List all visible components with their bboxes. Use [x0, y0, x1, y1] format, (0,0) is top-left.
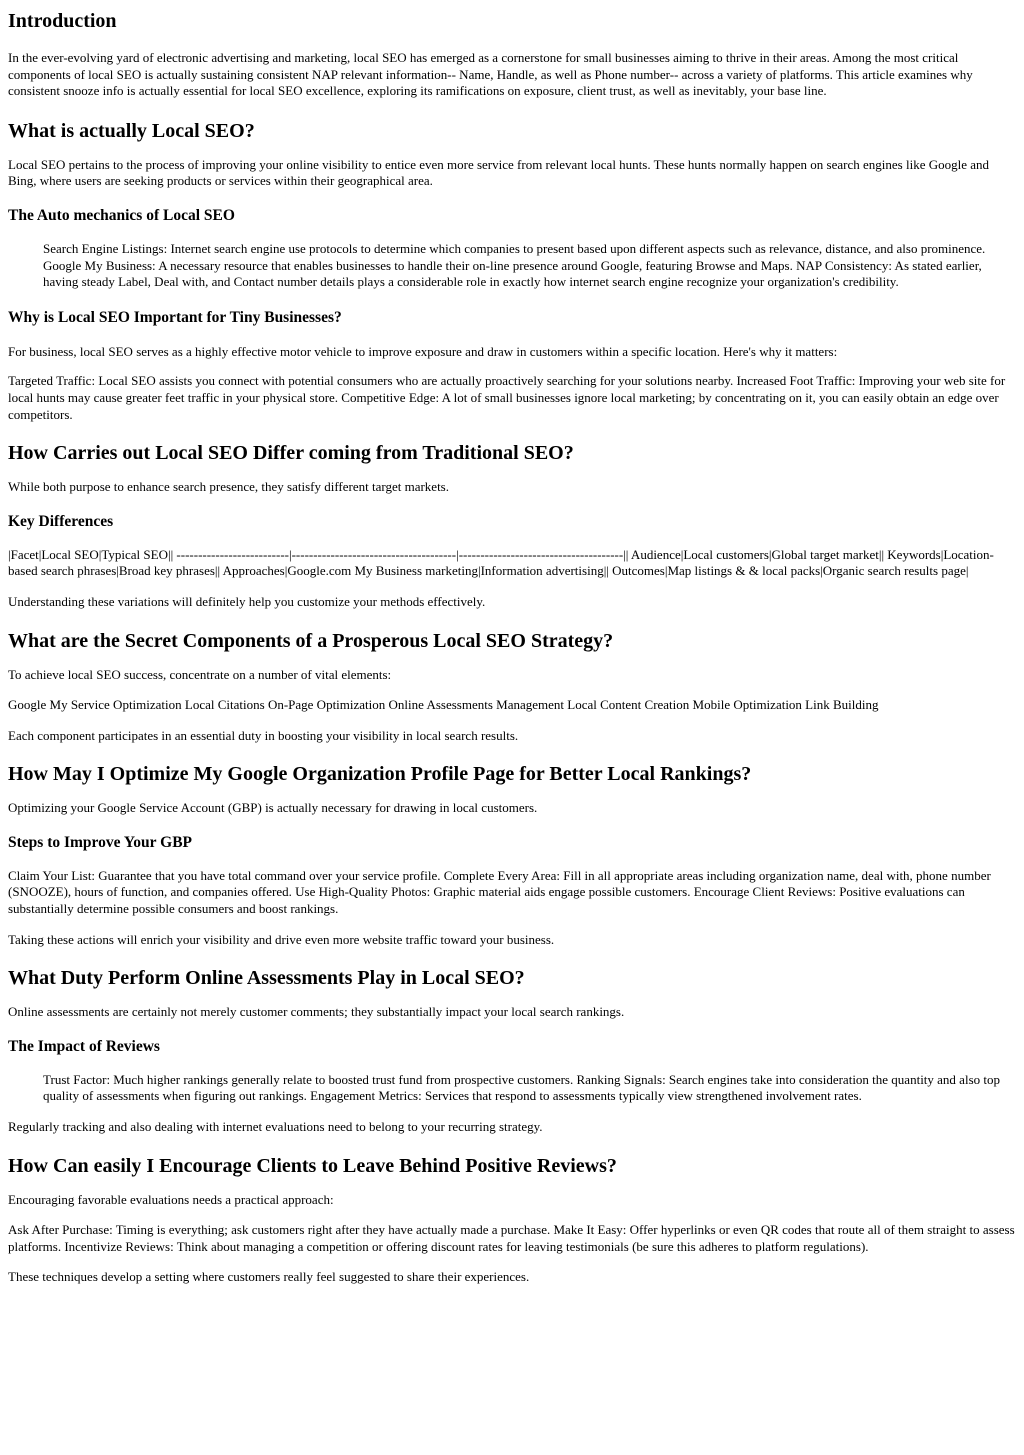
why-important-paragraph: For business, local SEO serves as a highly effective motor vehicle to improve exposure and draw in customers within a specific location. Here's why it matters:: [8, 343, 838, 359]
steps-gbp-summary: Taking these actions will enrich your visibility and drive even more website traffic toward your business.: [8, 931, 555, 947]
subheading-mechanics: The Auto mechanics of Local SEO: [8, 206, 235, 224]
section-heading-what-is-local-seo: What is actually Local SEO?: [8, 119, 255, 142]
steps-gbp-paragraph: Claim Your List: Guarantee that you have total command over your service profile. Complete Every Area: Fill in all appropriate areas including organization name, deal with, phone number (SNOOZE), hours of function, and companies offered. Use High-Quality Photos: Graphic material aids engage possible customers. Encourage Client Reviews: Positive evaluations can substantially determine possible consumers and boost rankings.: [8, 867, 991, 917]
key-components-summary: Each component participates in an essential duty in boosting your visibility in local search results.: [8, 727, 519, 743]
encourage-reviews-tips: Ask After Purchase: Timing is everything; ask customers right after they have actually made a purchase. Make It Easy: Offer hyperlinks or even QR codes that route all of them straight to assess platforms. Incentivize Reviews: Think about managing a competition or offering discount rates for leaving testimonials (be sure this adheres to platform regulations).: [8, 1222, 1015, 1254]
encourage-reviews-summary: These techniques develop a setting where customers really feel suggested to share their experiences.: [8, 1269, 530, 1285]
impact-reviews-quote: Trust Factor: Much higher rankings generally relate to boosted trust fund from prospective customers. Ranking Signals: Search engines take into consideration the quantity and also top quality of assessments when figuring out rankings. Engagement Metrics: Services that respond to assessments typically view strengthened involvement rates.: [43, 1071, 1000, 1104]
subheading-impact-reviews: The Impact of Reviews: [8, 1037, 160, 1055]
mechanics-quote: Search Engine Listings: Internet search engine use protocols to determine which companies to present based upon different aspects such as relevance, distance, and also prominence. Google My Business: A necessary resource that enables businesses to handle their on-line presence around Google, featuring Browse and Maps. NAP Consistency: As stated earlier, having steady Label, Deal with, and Contact number details plays a considerable role in exactly how internet search engine recognize your organization's credibility.: [43, 240, 986, 290]
article: [0, 9, 1024, 1286]
benefits-paragraph: Targeted Traffic: Local SEO assists you connect with potential consumers who are actually proactively searching for your solutions nearby. Increased Foot Traffic: Improving your web site for local hunts may cause greater feet traffic in your physical store. Competitive Edge: A lot of small businesses ignore local marketing; by concentrating on it, you can easily obtain an edge over competitors.: [8, 373, 1006, 422]
section-heading-encourage-reviews: How Can easily I Encourage Clients to Leave Behind Positive Reviews?: [8, 1154, 617, 1177]
local-seo-paragraph: Local SEO pertains to the process of improving your online visibility to entice even more service from relevant local hunts. These hunts normally happen on search engines like Google and Bing, where users are seeking products or services within their geographical area.: [8, 156, 989, 189]
subheading-why-important: Why is Local SEO Important for Tiny Businesses?: [8, 308, 342, 326]
differences-summary: Understanding these variations will definitely help you customize your methods effectively.: [8, 593, 486, 609]
google-profile-intro: Optimizing your Google Service Account (GBP) is actually necessary for drawing in local customers.: [8, 800, 538, 816]
section-heading-online-reviews: What Duty Perform Online Assessments Play in Local SEO?: [8, 967, 525, 990]
subheading-steps-gbp: Steps to Improve Your GBP: [8, 833, 193, 851]
subheading-key-differences: Key Differences: [8, 512, 114, 530]
encourage-reviews-intro: Encouraging favorable evaluations needs a practical approach:: [8, 1191, 334, 1207]
section-heading-introduction: Introduction: [8, 10, 117, 32]
section-heading-google-profile: How May I Optimize My Google Organization Profile Page for Better Local Rankings?: [8, 763, 752, 786]
introduction-paragraph: In the ever-evolving yard of electronic advertising and marketing, local SEO has emerged as a cornerstone for small businesses aiming to thrive in their areas. Among the most critical components of local SEO is actually sustaining consistent NAP relevant information-- Name, Handle, as well as Phone number-- across a variety of platforms. This article examines why consistent snooze info is actually essential for local SEO excellence, exploring its ramifications on exposure, client trust, as well as inevitably, your base line.: [8, 50, 973, 99]
section-heading-differences: How Carries out Local SEO Differ coming from Traditional SEO?: [8, 442, 574, 465]
differences-paragraph: While both purpose to enhance search presence, they satisfy different target markets.: [8, 479, 449, 495]
key-components-intro: To achieve local SEO success, concentrate on a number of vital elements:: [8, 666, 392, 682]
differences-table-text: |Facet|Local SEO|Typical SEO|| --------------------------|--------------------------------------|--------------------------------------|| Audience|Local customers|Global target market|| Keywords|Location-based search phrases|Broad key phrases|| Approaches|Google.com My Business marketing|Information advertising|| Outcomes|Map listings & & local packs|Organic search results page|: [8, 546, 994, 579]
section-heading-key-components: What are the Secret Components of a Prosperous Local SEO Strategy?: [8, 629, 614, 652]
key-components-list: Google My Service Optimization Local Citations On-Page Optimization Online Assessments Management Local Content Creation Mobile Optimization Link Building: [8, 697, 879, 713]
impact-reviews-summary: Regularly tracking and also dealing with internet evaluations need to belong to your recurring strategy.: [8, 1119, 543, 1135]
online-reviews-intro: Online assessments are certainly not merely customer comments; they substantially impact your local search rankings.: [8, 1004, 625, 1020]
